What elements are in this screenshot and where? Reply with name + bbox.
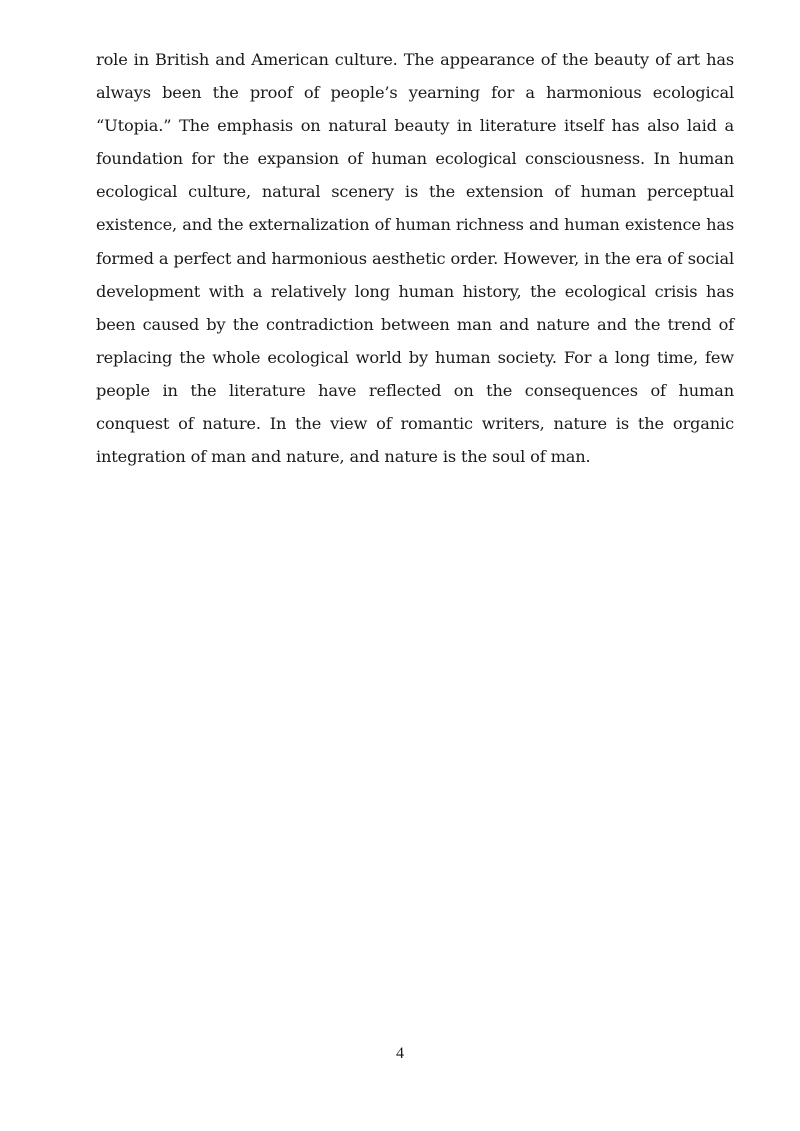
body-paragraph: role in British and American culture. The appearance of the beauty of art has always been the proof of people’s yearning for a harmonious ecological “Utopia.” The emphasis on natural beauty in literature itself has also laid a foundation for the expansion of human ecological consciousness. In human ecological culture, natural scenery is the extension of human perceptual existence, and the externalization of human richness and human existence has formed a perfect and harmonious aesthetic order. However, in the era of social development with a relatively long human history, the ecological crisis has been caused by the contradiction between man and nature and the trend of replacing the whole ecological world by human society. For a long time, few people in the literature have reflected on the consequences of human conquest of nature. In the view of romantic writers, nature is the organic integration of man and nature, and nature is the soul of man. — [96, 50, 734, 467]
page-number: 4 — [396, 1045, 404, 1062]
